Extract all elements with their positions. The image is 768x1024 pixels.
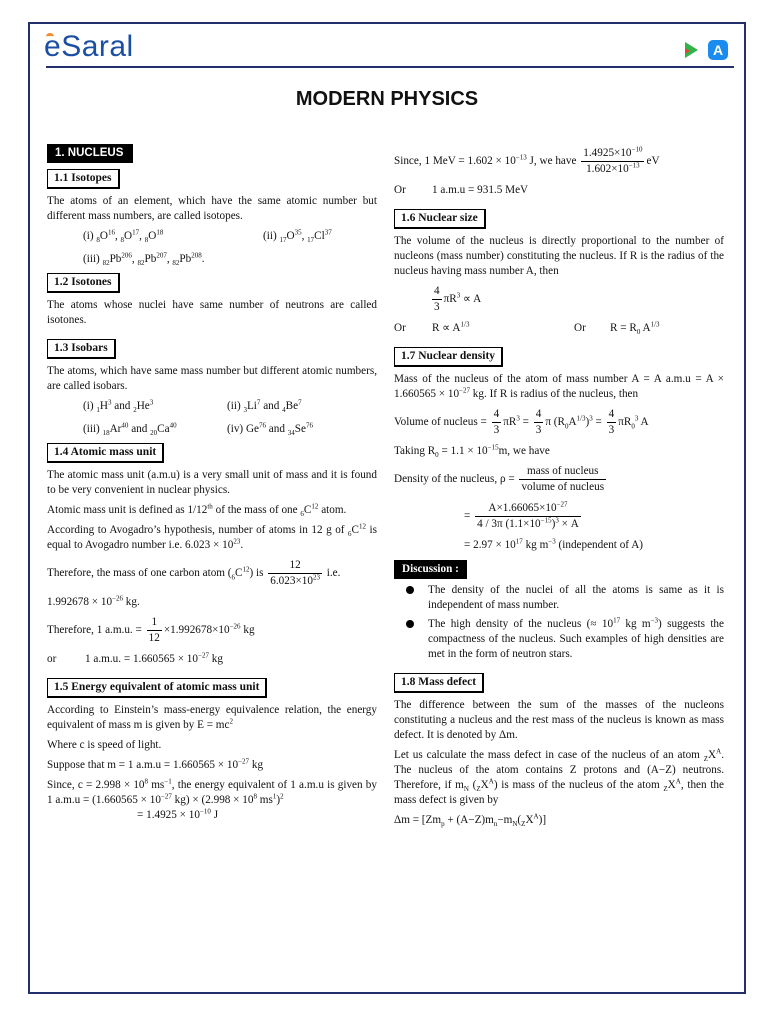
isotope-examples-2: (iii) $_{82}Pb^{206}$, $_{82}Pb^{207}$, $_{82}Pb^{208}$. (83, 251, 205, 268)
discussion-label: Discussion : (394, 560, 467, 579)
discussion-bullet-1: The density of the nuclei of all the atoms is same as it is independent of mass number. (428, 584, 724, 611)
nuclear-density-heading: 1.7 Nuclear density (394, 347, 503, 367)
isotopes-text: The atoms of an element, which have the same atomic number but different mass numbers, are called isotopes. (47, 195, 377, 222)
header (30, 24, 744, 70)
esaral-logo[interactable]: eSaral (44, 30, 134, 63)
r0-value: Taking $R_0 = 1.1 \times 10^{-15}m$, we have (394, 443, 550, 460)
isobar-examples-1: (i) $_1H^3$ and $_2He^3$ (ii) $_3Li^7$ and $_4Be^7$ (83, 398, 302, 415)
mass-defect-text-2: Let us calculate the mass defect in case of the nucleus of an atom $_ZX^A$. The nucleus of the atom contains Z protons and (A−Z) neutrons. Therefore, if $m_N$ $(_ZX^A)$ is mass of the nucleus of the atom $_ZX^A$, then the mass defect is given by (394, 747, 724, 806)
energy-text-3: Suppose that m = 1 $a.m.u = 1.660565 \times 10^{-27}$ kg (47, 757, 264, 771)
amu-heading: 1.4 Atomic mass unit (47, 443, 164, 463)
density-eq: Density of the nucleus, ρ = $\frac{\text{mass of nucleus}}{\text{volume of nucleus}}$ (394, 465, 605, 493)
google-play-icon[interactable] (685, 42, 698, 58)
header-divider (46, 66, 734, 68)
carbon-mass-value: $1.992678 \times 10^{-26}$ kg. (47, 594, 140, 608)
energy-equivalent-heading: 1.5 Energy equivalent of atomic mass unit (47, 678, 267, 698)
mass-defect-eq: $\Delta m = [Zm_p + (A-Z)m_n-m_N(_ZX^A)]$ (394, 812, 547, 829)
density-result: = $2.97 \times 10^{17}$ kg $m^{-3}$ (independent of A) (464, 537, 644, 551)
mass-defect-heading: 1.8 Mass defect (394, 673, 484, 693)
isotones-heading: 1.2 Isotones (47, 273, 120, 293)
nuclear-size-text: The volume of the nucleus is directly proportional to the number of nucleons (mass number) constituting the nucleus. If R is the radius of the nucleus having mass number A, then (394, 235, 724, 277)
right-column (394, 142, 724, 833)
store-links (685, 40, 728, 60)
amu-kg-eq: Therefore, 1 a.m.u. = $\frac{1}{12}$ $\times 1.992678\times 10^{-26}$ kg (47, 616, 255, 644)
isotope-examples-1: (i) $_8O^{16}$, $_8O^{17}$, $_8O^{18}$ (ii) $_{17}O^{35}$, $_{17}Cl^{37}$ (83, 228, 332, 245)
density-calc: = $\frac{A\times 1.66065\times 10^{-27}}{4 / 3\pi (1.1\times 10^{-15})^3 \times A}$ (464, 500, 579, 530)
discussion-bullet-2: The high density of the nucleus (≈ $10^{17}$ kg $m^{-3}$) suggests the compactness of the nucleus. Such examples of high densities are met in the form of neutron stars. (428, 616, 724, 660)
amu-mev: Or 1 a.m.u = 931.5 MeV (394, 184, 529, 196)
discussion-list (394, 583, 724, 662)
nuclear-size-heading: 1.6 Nuclear size (394, 209, 486, 229)
left-column (47, 142, 377, 828)
mev-conversion: Since, 1 MeV = $1.602 \times 10^{-13}$ J, we have $\frac{1.4925\times 10^{-10}}{1.602\times 10^{-13}}$ eV (394, 145, 660, 175)
section-nucleus-heading: 1. NUCLEUS (47, 144, 133, 163)
isobar-examples-2: (iii) $_{18}Ar^{40}$ and $_{20}Ca^{40}$ (iv) Ge$^{76}$ and $_{34}Se^{76}$ (83, 421, 313, 438)
mass-defect-text-1: The difference between the sum of the masses of the nucleons constituting a nucleus and the rest mass of the nucleus is known as mass defect. It is denoted by Δm. (394, 699, 724, 741)
page-title: MODERN PHYSICS (295, 88, 479, 110)
energy-text-2: Where c is speed of light. (47, 739, 162, 751)
amu-text-2: Atomic mass unit is defined as 1/12th of the mass of one $_6C^{12}$ atom. (47, 502, 347, 519)
isobars-text: The atoms, which have same mass number but different atomic numbers, are called isobars. (47, 365, 377, 392)
carbon-atom-mass: Therefore, the mass of one carbon atom $(_6C^{12})$ is $\frac{12}{6.023\times 10^{23}}$ i.e. (47, 559, 341, 587)
energy-text-1: According to Einstein’s mass-energy equivalence relation, the energy equivalent of mass m is given by $E = mc^2$ (47, 704, 377, 731)
isotones-text: The atoms whose nuclei have same number of neutrons are called isotones. (47, 299, 377, 326)
energy-text-4: Since, $c = 2.998 \times 10^8$ $ms^{-1}$, the energy equivalent of 1 a.m.u is given by 1 $a.m.u = (1.660565 \times 10^{-27}$ $kg) \times (2.998 \times 10^8$ $ms^1)^2$ (47, 777, 377, 806)
isotopes-heading: 1.1 Isotopes (47, 169, 120, 189)
radius-relation: Or $R \propto A^{1/3}$ Or $R = R_0$ $A^{1/3}$ (394, 320, 660, 337)
isobars-heading: 1.3 Isobars (47, 339, 116, 359)
nuclear-density-text: Mass of the nucleus of the atom of mass number A = A $a.m.u = A \times 1.660565 \times 10^{-27}$ kg. If R is radius of the nucleus, then (394, 373, 724, 400)
volume-prop-eq: $\frac{4}{3}$ $\pi R^3 \propto A$ (434, 285, 482, 313)
volume-eq: Volume of nucleus = $\frac{4}{3}$ $\pi R^3$ = $\frac{4}{3}$ π $(R_0A^{1/3})^3$ = $\frac{4}{3}$ $\pi R_0^3$ A (394, 408, 649, 436)
amu-kg-value: or 1 a.m.u. = $1.660565 \times 10^{-27}$ kg (47, 651, 223, 665)
amu-text-1: The atomic mass unit (a.m.u) is a very small unit of mass and it is found to be very convenient in nuclear physics. (47, 469, 377, 496)
energy-text-5: = $1.4925 \times 10^{-10}$ J (137, 807, 219, 821)
amu-text-3: According to Avogadro’s hypothesis, number of atoms in 12 g of $_6C^{12}$ is equal to Avogadro number i.e. $6.023 \times 10^{23}$. (47, 522, 377, 551)
page-frame (28, 22, 746, 994)
app-store-icon[interactable]: A (708, 40, 728, 60)
